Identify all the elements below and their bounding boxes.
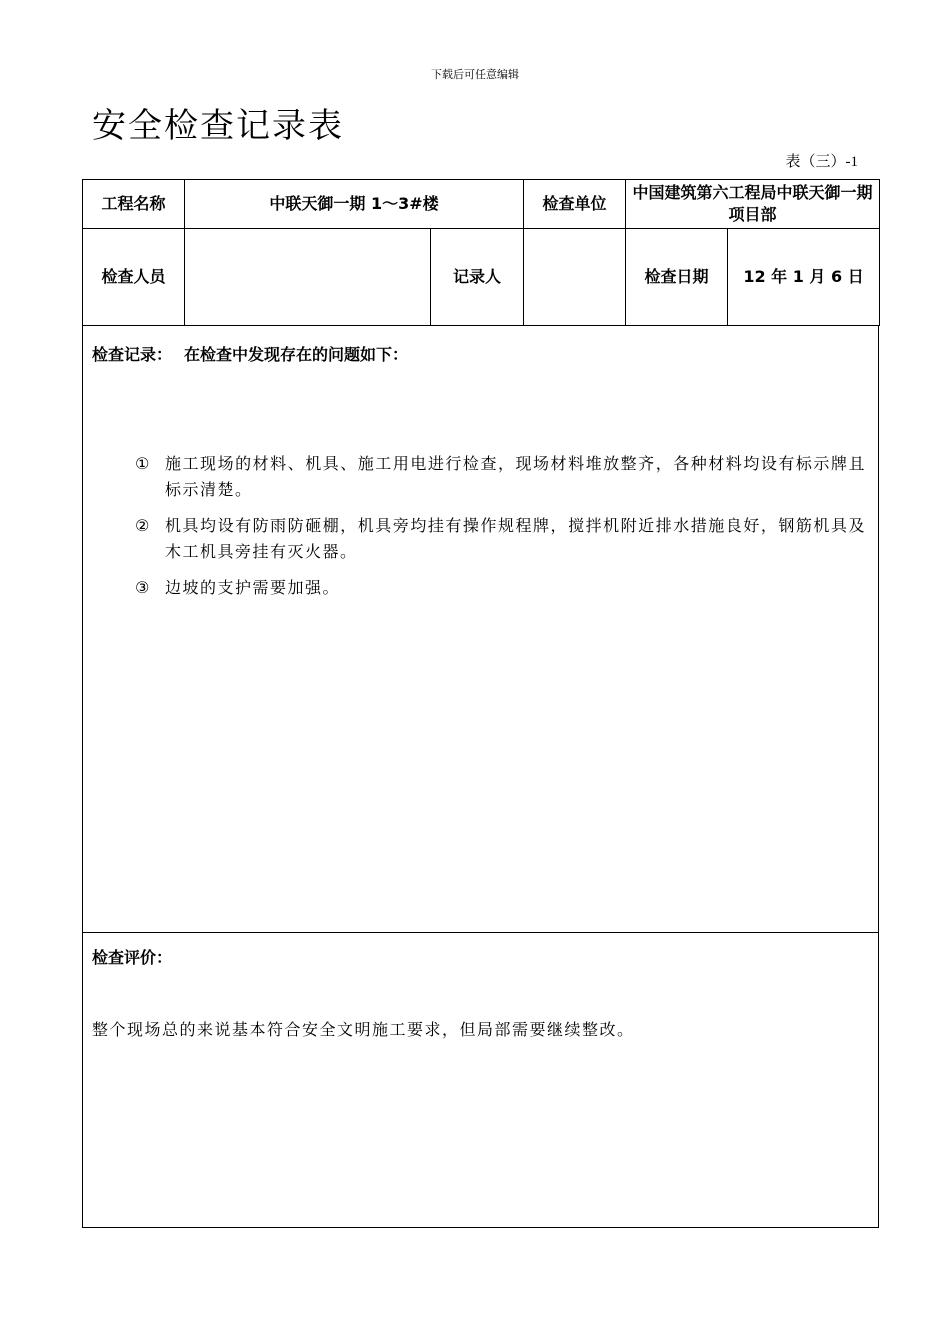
form-number: 表（三）-1 (785, 154, 858, 170)
list-item (135, 513, 866, 565)
recorder-label: 记录人 (431, 229, 524, 326)
evaluation-text: 整个现场总的来说基本符合安全文明施工要求，但局部需要继续整改。 (92, 1020, 635, 1039)
item-number: ① (135, 454, 151, 473)
evaluation-label: 检查评价： (92, 948, 173, 967)
inspector-label: 检查人员 (83, 229, 185, 326)
table-row (83, 229, 880, 326)
issue-list (135, 451, 866, 611)
inspection-info-table (82, 179, 880, 326)
inspection-record-intro: 在检查中发现存在的问题如下： (184, 345, 409, 364)
project-name-label: 工程名称 (83, 180, 185, 229)
item-text: 边坡的支护需要加强。 (165, 578, 341, 597)
inspection-record-label: 检查记录： (92, 345, 173, 364)
inspector-value[interactable] (185, 229, 431, 326)
recorder-value[interactable] (524, 229, 626, 326)
inspection-date-value[interactable]: 12 年 1 月 6 日 (728, 229, 880, 326)
item-number: ③ (135, 578, 151, 597)
item-text: 施工现场的材料、机具、施工用电进行检查，现场材料堆放整齐，各种材料均设有标示牌且标示清楚。 (165, 454, 866, 499)
list-item (135, 575, 866, 601)
item-text: 机具均设有防雨防砸棚，机具旁均挂有操作规程牌，搅拌机附近排水措施良好，钢筋机具及木工机具旁挂有灭火器。 (165, 516, 866, 561)
page-header-note: 下载后可任意编辑 (431, 68, 519, 81)
item-number: ② (135, 516, 151, 535)
table-row (83, 180, 880, 229)
inspection-record-section (82, 325, 879, 933)
inspection-record-heading (92, 342, 408, 365)
evaluation-section (82, 932, 879, 1228)
inspection-unit-label: 检查单位 (524, 180, 626, 229)
list-item (135, 451, 866, 503)
project-name-value[interactable]: 中联天御一期 1～3#楼 (185, 180, 524, 229)
inspection-date-label: 检查日期 (626, 229, 728, 326)
inspection-unit-value[interactable]: 中国建筑第六工程局中联天御一期项目部 (626, 180, 880, 229)
document-title: 安全检查记录表 (92, 106, 344, 146)
